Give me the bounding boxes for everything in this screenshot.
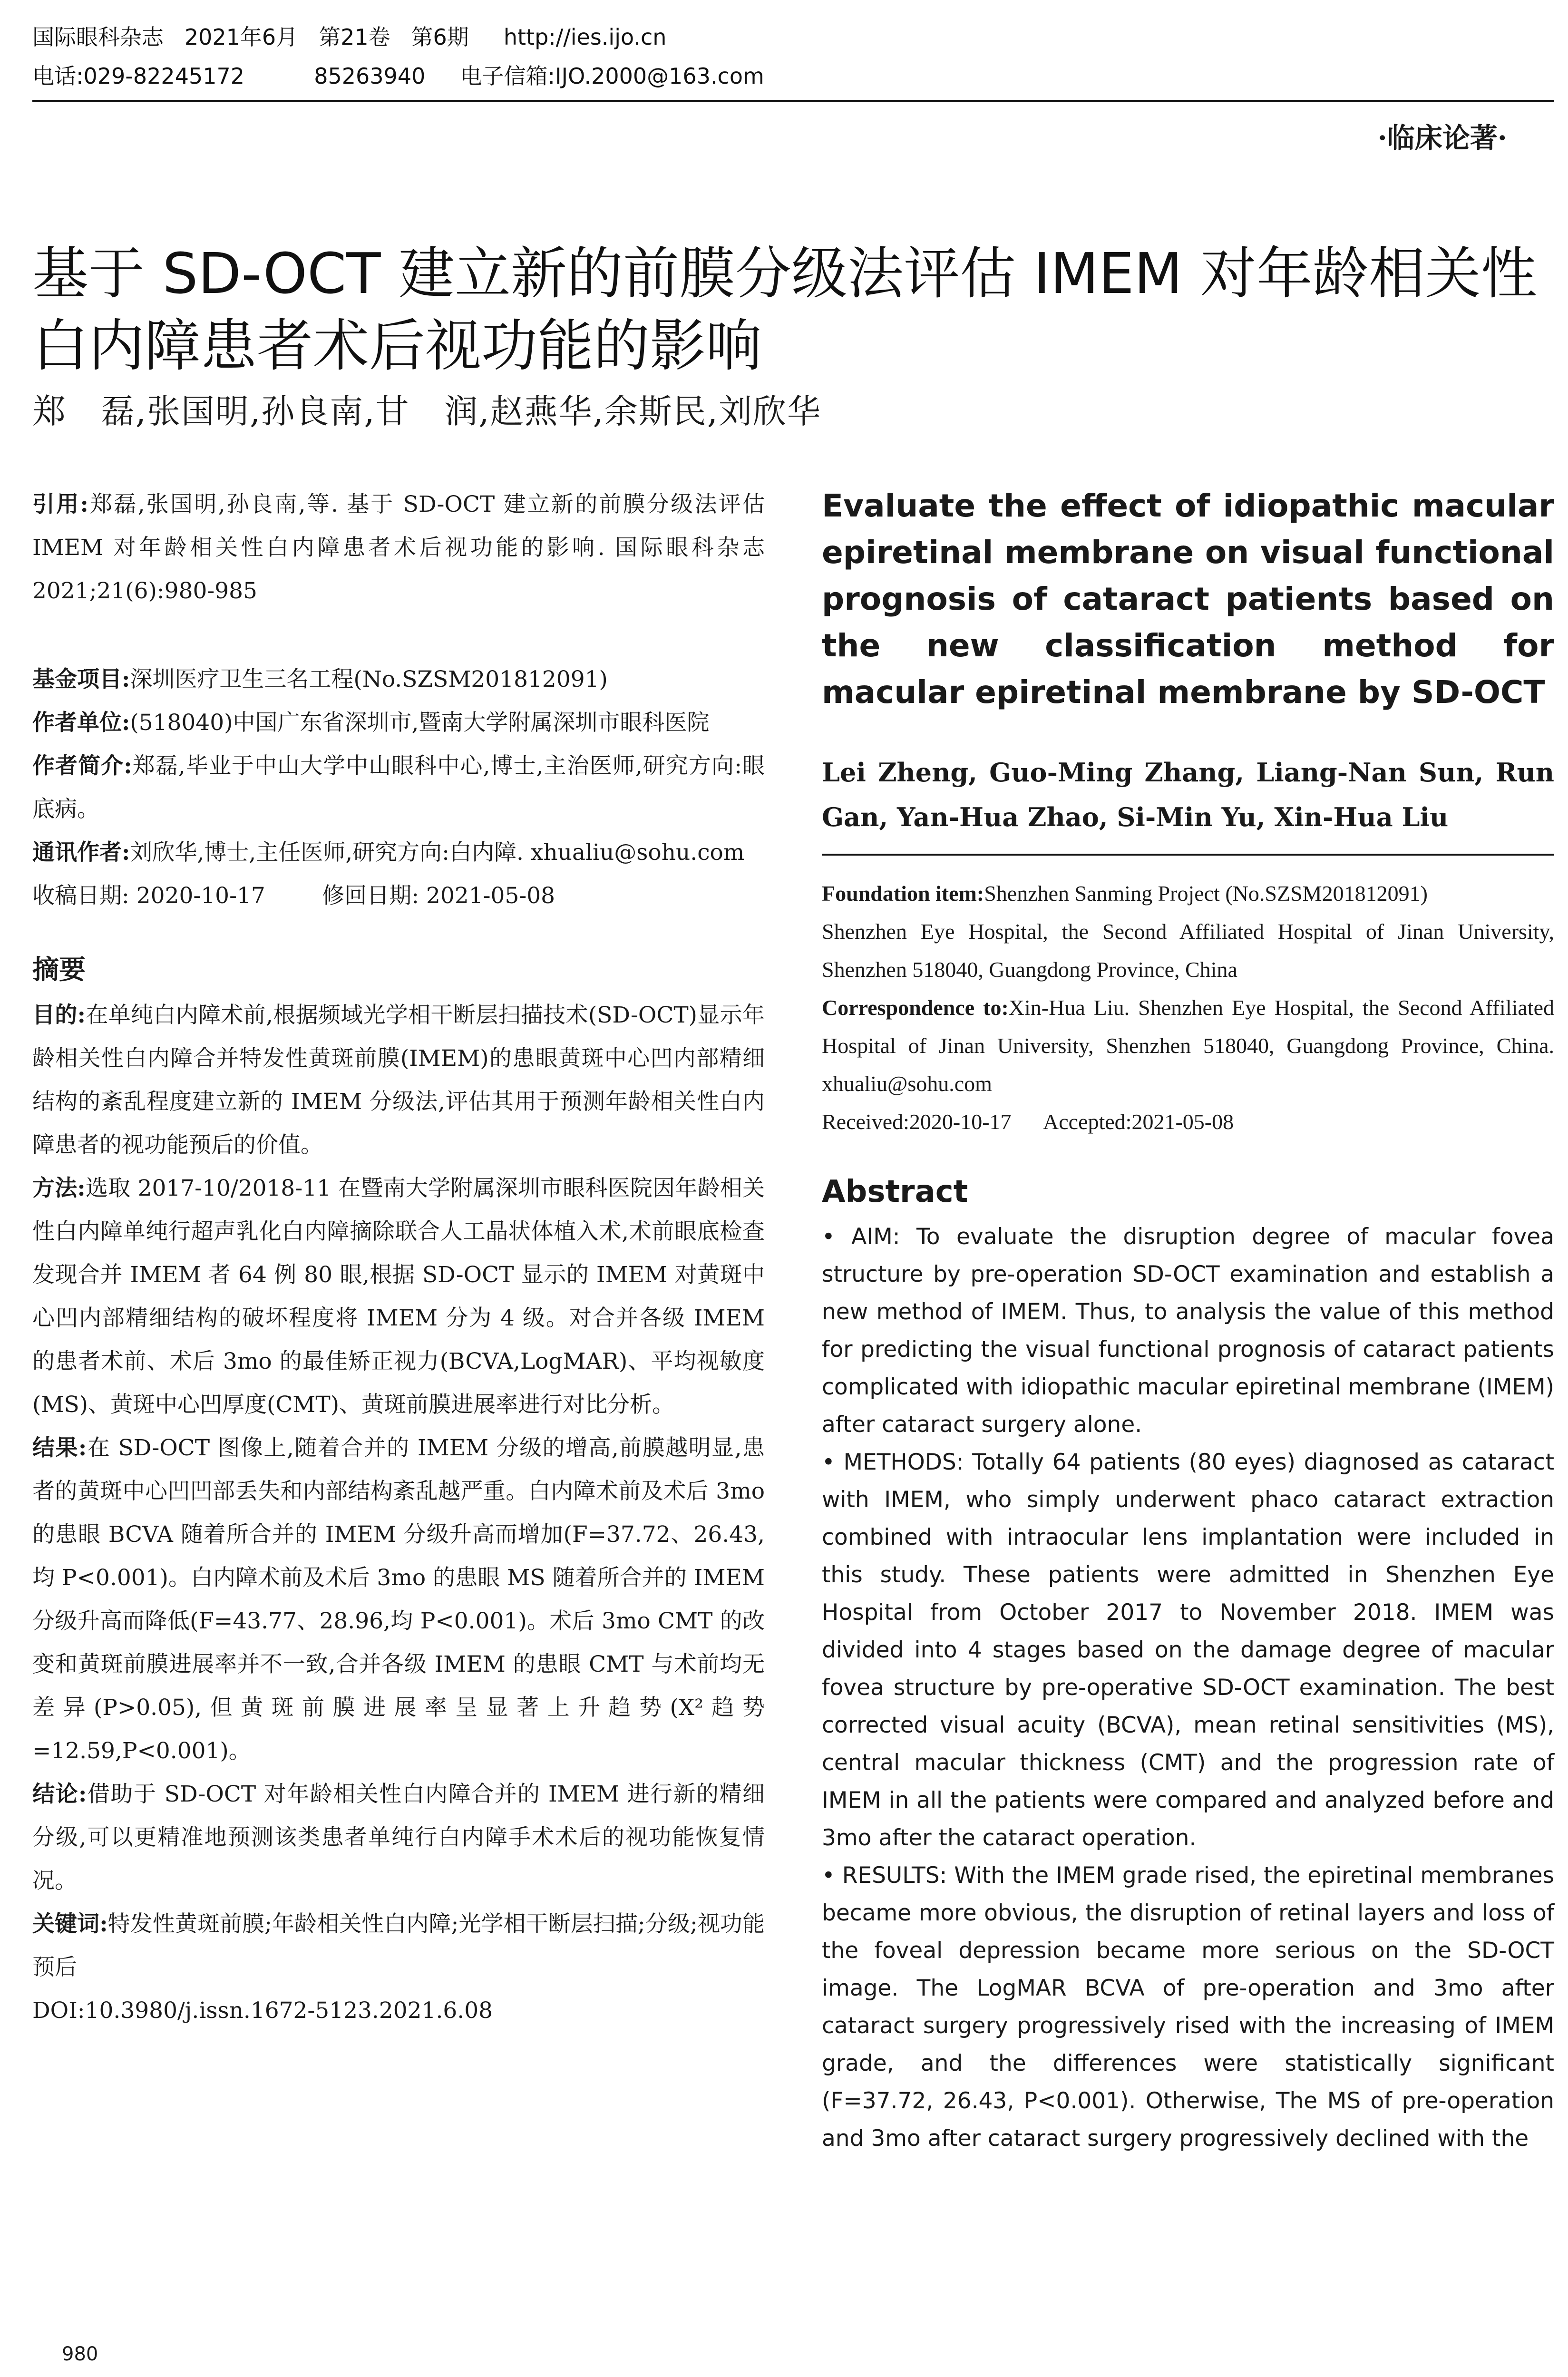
correspondence-label: Correspondence to: xyxy=(822,995,1009,1020)
bio-text: 郑磊,毕业于中山大学中山眼科中心,博士,主治医师,研究方向:眼底病。 xyxy=(32,753,765,822)
left-column xyxy=(32,483,765,2032)
results-label: 结果: xyxy=(32,1435,87,1461)
conclusion-label: 结论: xyxy=(32,1781,87,1807)
right-column xyxy=(822,483,1554,2157)
english-abstract xyxy=(822,1218,1554,2157)
header-divider xyxy=(32,100,1554,102)
conclusion-text: 借助于 SD-OCT 对年龄相关性白内障合并的 IMEM 进行新的精细分级,可以更精准地预测该类患者单纯行白内障手术术后的视功能恢复情况。 xyxy=(32,1781,765,1894)
author-list: 郑 磊,张国明,孙良南,甘 润,赵燕华,余斯民,刘欣华 xyxy=(32,392,822,431)
english-info xyxy=(822,875,1554,1141)
bio-label: 作者简介: xyxy=(32,753,132,779)
correspondence xyxy=(822,989,1554,1103)
received-dates: 收稿日期: 2020-10-17 修回日期: 2021-05-08 xyxy=(32,883,555,909)
abstract-methods xyxy=(32,1167,765,1426)
correspondence-text: Xin-Hua Liu. Shenzhen Eye Hospital, the Second Affiliated Hospital of Jinan University, Shenzhen 518040, Guangdong Province, China. xhualiu@sohu.com xyxy=(822,995,1554,1096)
unit-text: (518040)中国广东省深圳市,暨南大学附属深圳市眼科医院 xyxy=(130,710,710,736)
abstract-heading: 摘要 xyxy=(32,954,86,985)
methods-label: 方法: xyxy=(32,1175,86,1201)
section-tag: ·临床论著· xyxy=(1377,122,1507,154)
aim-label: 目的: xyxy=(32,1002,86,1028)
journal-header-line2: 电话:029-82245172 85263940 电子信箱:IJO.2000@163.com xyxy=(32,63,764,89)
foundation-text: Shenzhen Sanming Project (No.SZSM201812091) xyxy=(984,881,1428,906)
unit-label: 作者单位: xyxy=(32,710,130,736)
journal-header-line1: 国际眼科杂志 2021年6月 第21卷 第6期 http://ies.ijo.cn xyxy=(32,24,667,50)
doi: DOI:10.3980/j.issn.1672-5123.2021.6.08 xyxy=(32,1997,493,2024)
english-aim: • AIM: To evaluate the disruption degree of macular fovea structure by pre-operation SD-OCT examination and establish a new method of IMEM. Thus, to analysis the value of this method for predicting the visual functional prognosis of cataract patients complicated with idiopathic macular epiretinal membrane (IMEM) after cataract surgery alone. xyxy=(822,1224,1554,1438)
citation-text: 郑磊,张国明,孙良南,等. 基于 SD-OCT 建立新的前膜分级法评估 IMEM 对年龄相关性白内障患者术后视功能的影响. 国际眼科杂志 2021;21(6):980-985 xyxy=(32,491,765,604)
fund-info xyxy=(32,658,765,701)
abstract-results xyxy=(32,1426,765,1773)
corr-text: 刘欣华,博士,主任医师,研究方向:白内障. xhualiu@sohu.com xyxy=(130,839,745,866)
page-number: 980 xyxy=(62,2343,98,2365)
abstract-conclusion xyxy=(32,1773,765,1902)
affiliation: Shenzhen Eye Hospital, the Second Affiliated Hospital of Jinan University, Shenzhen 518040, Guangdong Province, China xyxy=(822,919,1554,982)
fund-label: 基金项目: xyxy=(32,666,130,692)
author-unit xyxy=(32,701,765,744)
methods-text: 选取 2017-10/2018-11 在暨南大学附属深圳市眼科医院因年龄相关性白内障单纯行超声乳化白内障摘除联合人工晶状体植入术,术前眼底检查发现合并 IMEM 者 64 例 80 眼,根据 SD-OCT 显示的 IMEM 对黄斑中心凹内部精细结构的破坏程度将 IMEM 分为 4 级。对合并各级 IMEM 的患者术前、术后 3mo 的最佳矫正视力(BCVA,LogMAR)、平均视敏度(MS)、黄斑中心凹厚度(CMT)、黄斑前膜进展率进行对比分析。 xyxy=(32,1175,765,1418)
english-abstract-heading: Abstract xyxy=(822,1174,968,1209)
results-text: 在 SD-OCT 图像上,随着合并的 IMEM 分级的增高,前膜越明显,患者的黄斑中心凹凹部丢失和内部结构紊乱越严重。白内障术前及术后 3mo 的患眼 BCVA 随着所合并的 IMEM 分级升高而增加(F=37.72、26.43,均 P<0.001)。白内障术前及术后 3mo 的患眼 MS 随着所合并的 IMEM 分级升高而降低(F=43.77、28.96,均 P<0.001)。术后 3mo CMT 的改变和黄斑前膜进展率并不一致,合并各级 IMEM 的患眼 CMT 与术前均无差异(P>0.05),但黄斑前膜进展率呈显著上升趋势(X²趋势=12.59,P<0.001)。 xyxy=(32,1435,765,1764)
english-methods: • METHODS: Totally 64 patients (80 eyes) diagnosed as cataract with IMEM, who simply underwent phaco cataract extraction combined with intraocular lens implantation were included in this study. These patients were admitted in Shenzhen Eye Hospital from October 2017 to November 2018. IMEM was divided into 4 stages based on the damage degree of macular fovea structure by pre-operative SD-OCT examination. The best corrected visual acuity (BCVA), mean retinal sensitivities (MS), central macular thickness (CMT) and the progression rate of IMEM in all the patients were compared and analyzed before and 3mo after the cataract operation. xyxy=(822,1449,1554,1851)
fund-text: 深圳医疗卫生三名工程(No.SZSM201812091) xyxy=(130,666,608,692)
citation xyxy=(32,483,765,613)
paper-title: 基于 SD-OCT 建立新的前膜分级法评估 IMEM 对年龄相关性白内障患者术后视功能的影响 xyxy=(32,241,1537,379)
english-title: Evaluate the effect of idiopathic macular epiretinal membrane on visual functional prognosis of cataract patients based on the new classification method for macular epiretinal membrane by SD-OCT xyxy=(822,487,1554,711)
corr-label: 通讯作者: xyxy=(32,839,130,866)
english-results: • RESULTS: With the IMEM grade rised, the epiretinal membranes became more obvious, the disruption of retinal layers and loss of the foveal depression became more serious on the SD-OCT image. The LogMAR BCVA of pre-operation and 3mo after cataract surgery progressively rised with the increasing of IMEM grade, and the differences were statistically significant (F=37.72, 26.43, P<0.001). Otherwise, The MS of pre-operation and 3mo after cataract surgery progressively declined with the xyxy=(822,1862,1554,2152)
english-dates: Received:2020-10-17 Accepted:2021-05-08 xyxy=(822,1110,1234,1134)
corresponding-author xyxy=(32,831,765,874)
keywords-label: 关键词: xyxy=(32,1911,108,1937)
keywords-text: 特发性黄斑前膜;年龄相关性白内障;光学相干断层扫描;分级;视功能预后 xyxy=(32,1911,765,1980)
foundation-item xyxy=(822,875,1554,913)
aim-text: 在单纯白内障术前,根据频域光学相干断层扫描技术(SD-OCT)显示年龄相关性白内障合并特发性黄斑前膜(IMEM)的患眼黄斑中心凹内部精细结构的紊乱程度建立新的 IMEM 分级法,评估其用于预测年龄相关性白内障患者的视功能预后的价值。 xyxy=(32,1002,765,1158)
keywords xyxy=(32,1902,765,1989)
author-bio xyxy=(32,744,765,831)
english-authors: Lei Zheng, Guo-Ming Zhang, Liang-Nan Sun, Run Gan, Yan-Hua Zhao, Si-Min Yu, Xin-Hua Liu xyxy=(822,750,1554,856)
abstract-aim xyxy=(32,994,765,1167)
citation-label: 引用: xyxy=(32,491,88,517)
foundation-label: Foundation item: xyxy=(822,881,984,906)
